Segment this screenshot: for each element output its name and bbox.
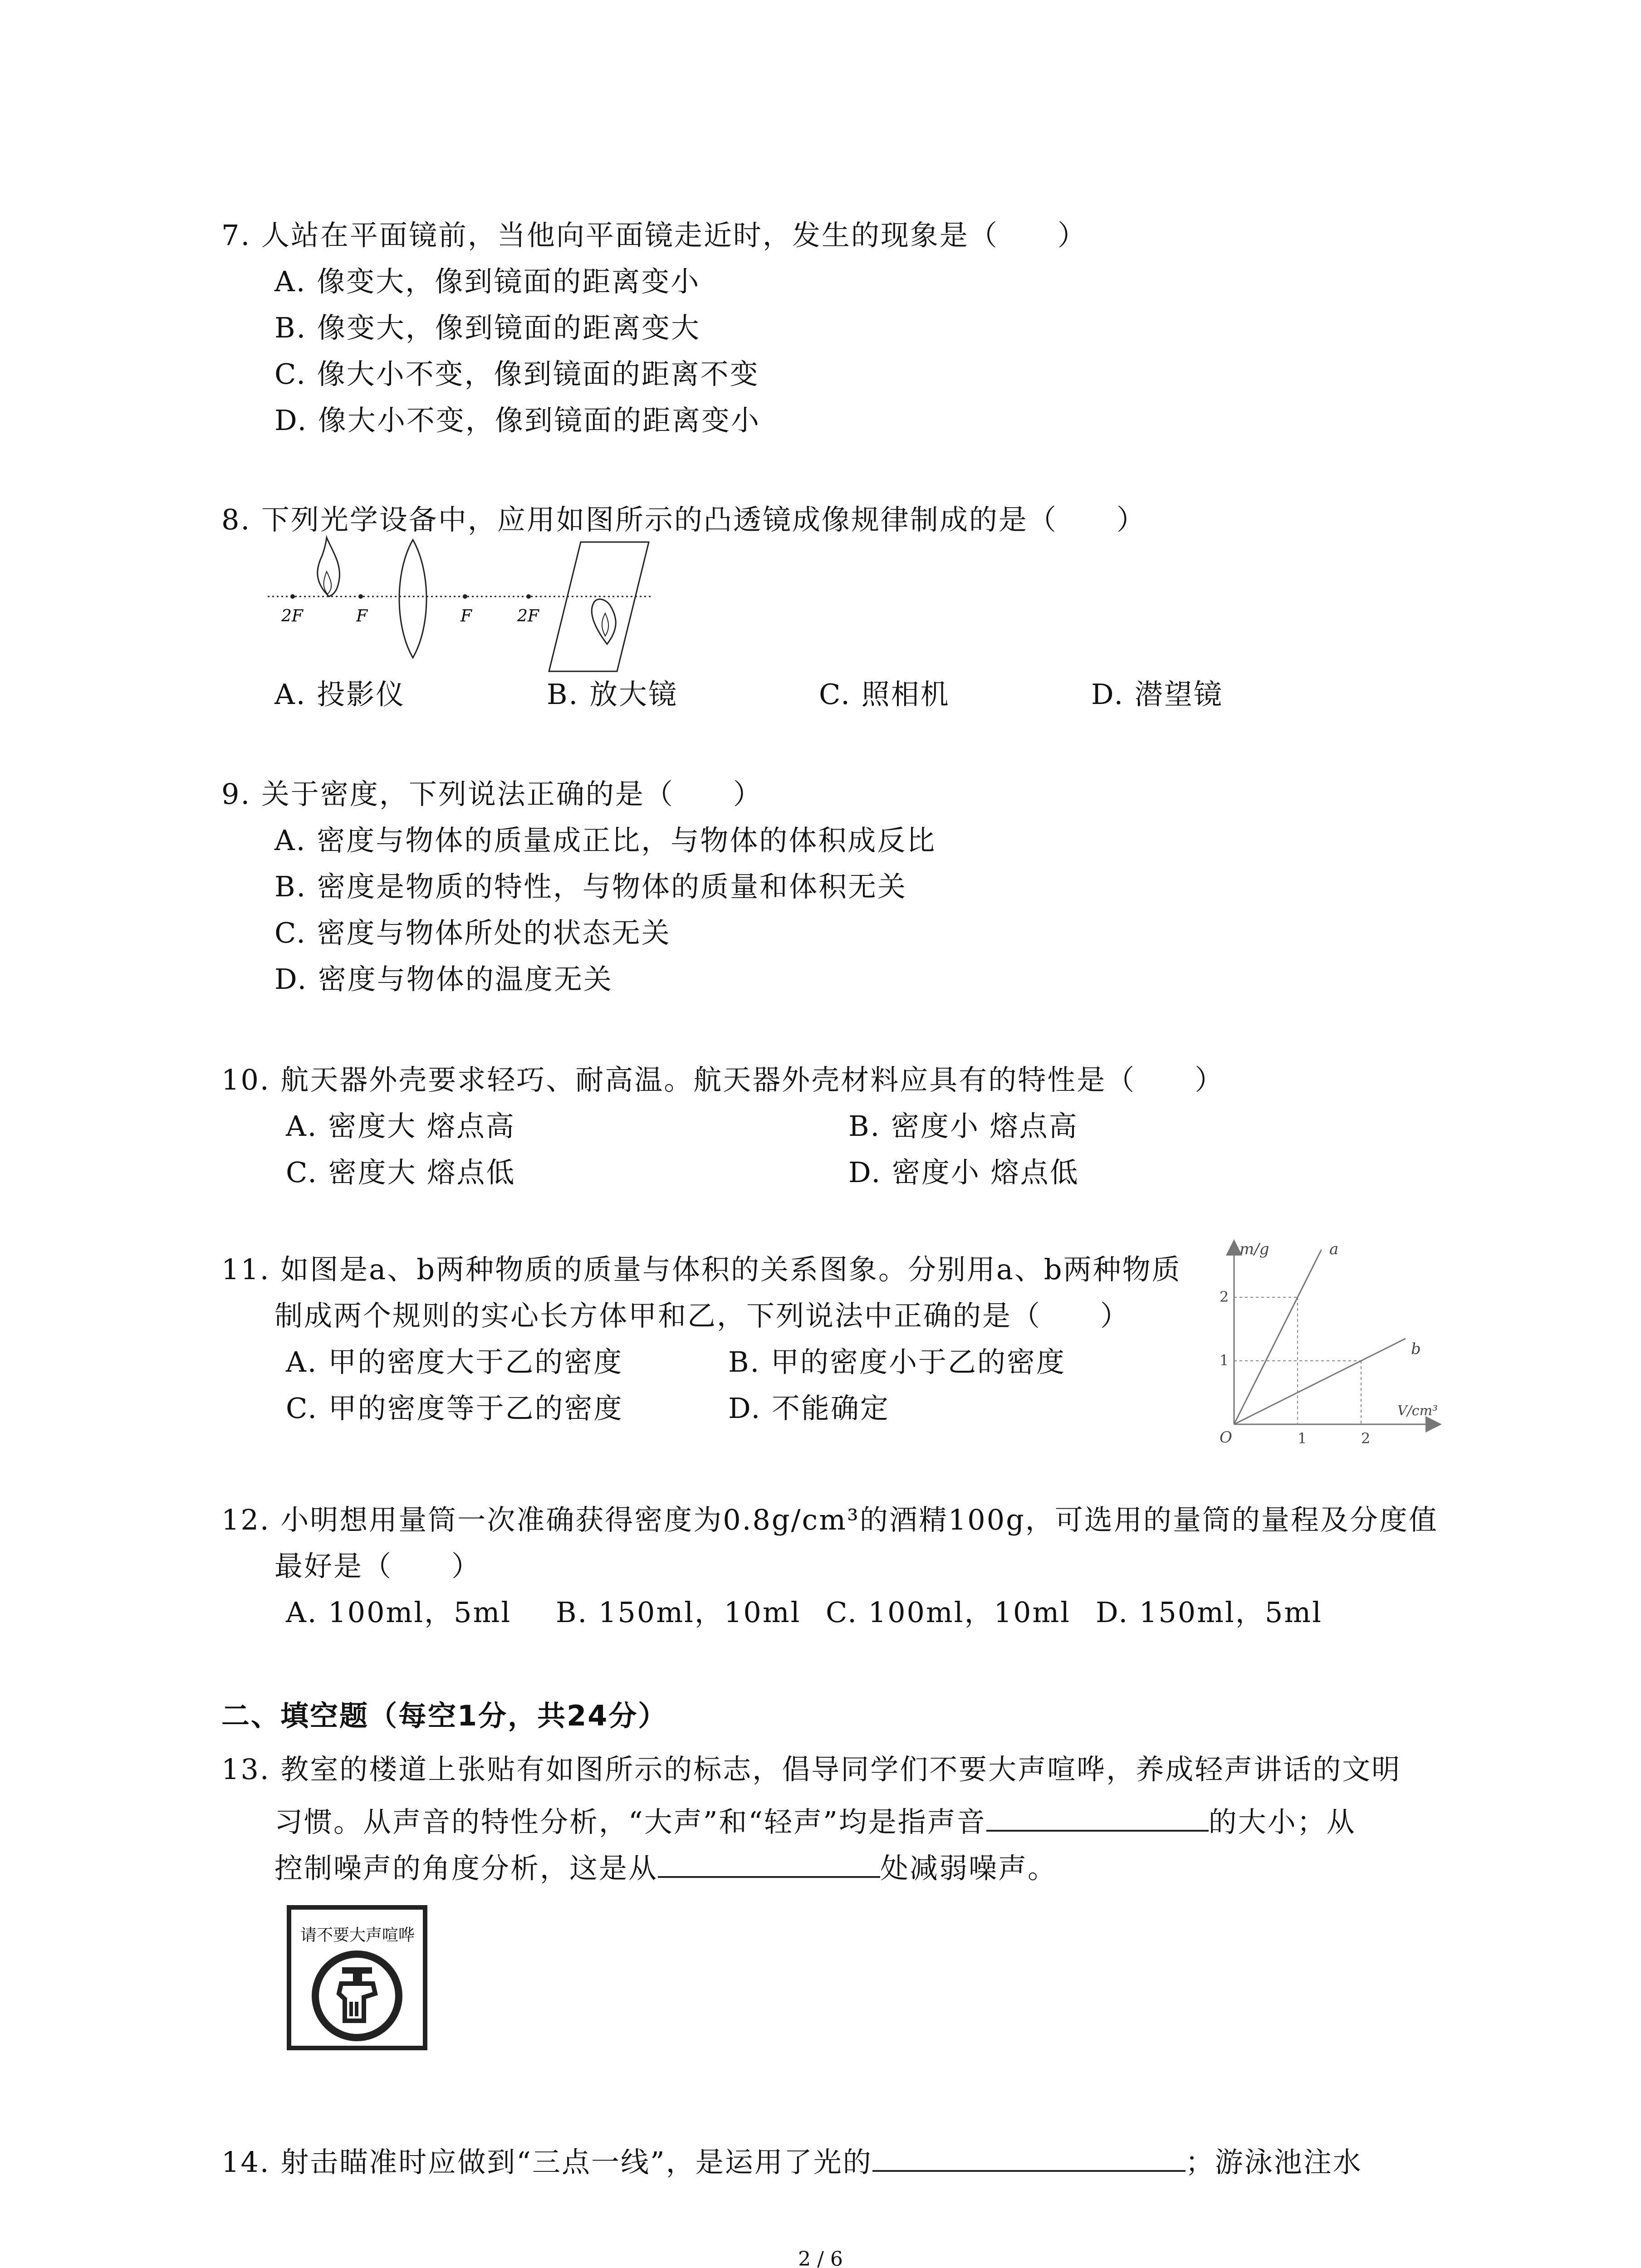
q12-option-b: B. 150ml，10ml	[556, 1596, 801, 1629]
x-tick-1: 1	[1298, 1430, 1307, 1447]
q11-stem-line1: 11. 如图是a、b两种物质的质量与体积的关系图象。分别用a、b两种物质	[221, 1253, 1181, 1286]
q14-blank-1[interactable]	[872, 2142, 1185, 2172]
quiet-sign	[287, 1905, 427, 2050]
q13-line3-text-a: 控制噪声的角度分析，这是从	[274, 1852, 658, 1885]
y-tick-2: 2	[1220, 1288, 1229, 1305]
series-line-b	[1234, 1339, 1406, 1424]
quiet-sign-text: 请不要大声喧哗	[300, 1926, 415, 1945]
q13-line2-text-a: 习惯。从声音的特性分析，“大声”和“轻声”均是指声音	[274, 1805, 986, 1838]
label-f-left: F	[356, 607, 367, 626]
q7-option-c: C. 像大小不变，像到镜面的距离不变	[274, 357, 759, 391]
q12-stem-line2: 最好是（ ）	[274, 1549, 481, 1583]
q13-line2-text-b: 的大小；从	[1208, 1805, 1356, 1838]
series-line-a	[1234, 1250, 1322, 1424]
q8-option-c: C. 照相机	[819, 678, 950, 711]
line-a-label: a	[1329, 1240, 1339, 1258]
q13-line2	[274, 1802, 1356, 1836]
mass-volume-graph	[1198, 1234, 1452, 1452]
x-tick-2: 2	[1361, 1430, 1371, 1447]
q10-option-c: C. 密度大 熔点低	[286, 1156, 516, 1189]
y-axis-label: m/g	[1239, 1240, 1269, 1258]
q13-blank-1[interactable]	[986, 1802, 1209, 1832]
q10-stem: 10. 航天器外壳要求轻巧、耐高温。航天器外壳材料应具有的特性是（ ）	[221, 1063, 1225, 1096]
section-2-title: 二、填空题（每空1分，共24分）	[221, 1699, 668, 1732]
q11-option-b: B. 甲的密度小于乙的密度	[728, 1345, 1066, 1378]
q10-option-a: A. 密度大 熔点高	[286, 1110, 515, 1143]
q9-option-b: B. 密度是物质的特性，与物体的质量和体积无关	[274, 870, 907, 903]
convex-lens-figure	[259, 535, 667, 685]
q8-option-b: B. 放大镜	[547, 678, 678, 711]
quiet-sign-icon	[309, 1948, 405, 2043]
q9-option-a: A. 密度与物体的质量成正比，与物体的体积成反比	[274, 824, 936, 857]
label-f-right: F	[460, 607, 472, 626]
q7-option-a: A. 像变大，像到镜面的距离变小	[274, 265, 700, 298]
q11-stem-line2: 制成两个规则的实心长方体甲和乙，下列说法中正确的是（ ）	[274, 1299, 1130, 1332]
q14-line1-text-a: 14. 射击瞄准时应做到“三点一线”，是运用了光的	[221, 2146, 872, 2179]
y-tick-1: 1	[1220, 1352, 1229, 1369]
label-2f-left: 2F	[281, 607, 303, 626]
q7-option-d: D. 像大小不变，像到镜面的距离变小	[274, 404, 760, 437]
page-number: 2 / 6	[798, 2248, 843, 2268]
q13-blank-2[interactable]	[658, 1848, 880, 1878]
x-axis-label: V/cm³	[1397, 1403, 1438, 1419]
q12-option-c: C. 100ml，10ml	[826, 1596, 1071, 1629]
q7-option-b: B. 像变大，像到镜面的距离变大	[274, 311, 700, 344]
q12-option-d: D. 150ml，5ml	[1096, 1596, 1323, 1629]
line-b-label: b	[1411, 1340, 1421, 1358]
q8-option-d: D. 潜望镜	[1091, 678, 1223, 711]
label-2f-right: 2F	[517, 607, 539, 626]
q7-stem: 7. 人站在平面镜前，当他向平面镜走近时，发生的现象是（ ）	[221, 219, 1087, 252]
q9-option-d: D. 密度与物体的温度无关	[274, 963, 613, 996]
q14-line1	[221, 2142, 1362, 2179]
q13-line3	[274, 1848, 1058, 1885]
q11-option-a: A. 甲的密度大于乙的密度	[286, 1345, 623, 1378]
q12-option-a: A. 100ml，5ml	[286, 1596, 512, 1629]
q11-option-d: D. 不能确定	[728, 1392, 890, 1425]
origin-label: O	[1220, 1428, 1232, 1447]
q11-option-c: C. 甲的密度等于乙的密度	[286, 1392, 623, 1425]
q10-option-b: B. 密度小 熔点高	[848, 1110, 1078, 1143]
q8-stem: 8. 下列光学设备中，应用如图所示的凸透镜成像规律制成的是（ ）	[221, 503, 1146, 536]
q8-option-a: A. 投影仪	[274, 678, 406, 711]
q10-option-d: D. 密度小 熔点低	[848, 1156, 1079, 1189]
q14-line1-text-b: ；游泳池注水	[1185, 2146, 1362, 2179]
q9-stem: 9. 关于密度，下列说法正确的是（ ）	[221, 777, 763, 811]
q13-line1: 13. 教室的楼道上张贴有如图所示的标志，倡导同学们不要大声喧哗，养成轻声讲话的文明	[221, 1753, 1401, 1786]
q9-option-c: C. 密度与物体所处的状态无关	[274, 916, 671, 949]
q13-line3-text-b: 处减弱噪声。	[880, 1852, 1058, 1885]
q12-stem-line1: 12. 小明想用量筒一次准确获得密度为0.8g/cm³的酒精100g，可选用的量筒的量程及分度值	[221, 1503, 1438, 1536]
